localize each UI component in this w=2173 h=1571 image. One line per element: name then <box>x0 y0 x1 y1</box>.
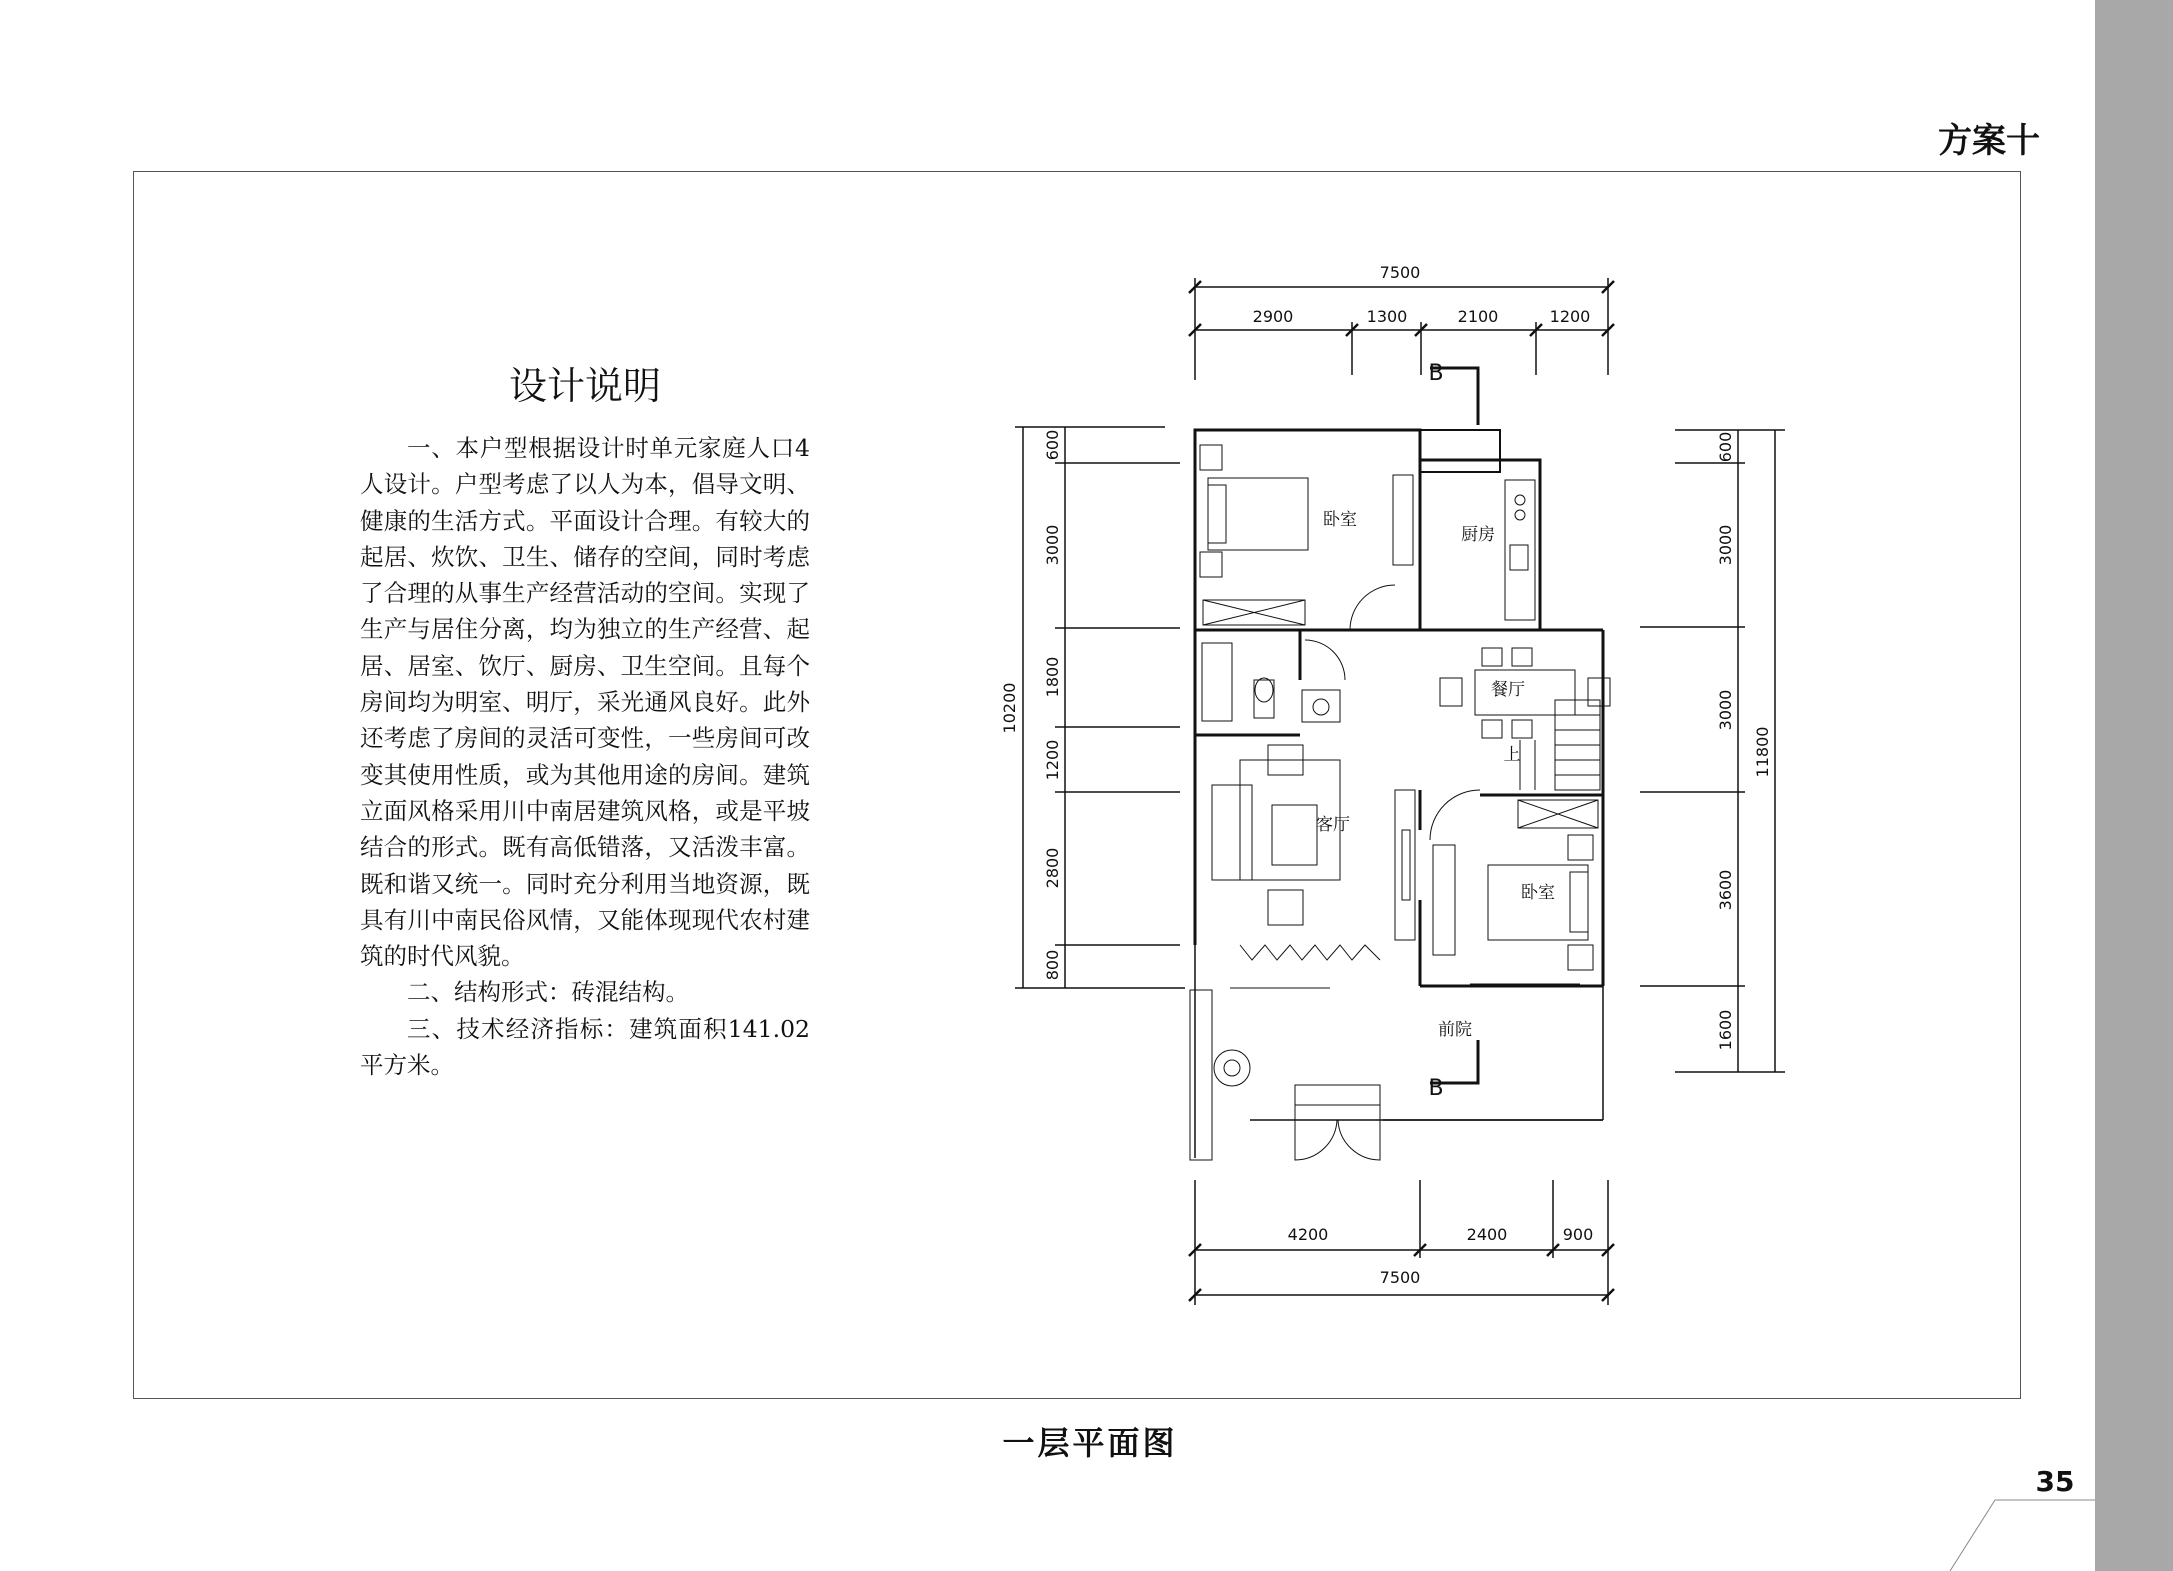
dim-left-3: 1800 <box>1043 656 1062 698</box>
scheme-label: 方案十 <box>1938 121 2040 161</box>
dim-left-4: 1200 <box>1043 739 1062 781</box>
dim-top-total: 7500 <box>1379 263 1421 282</box>
dim-right-total: 11800 <box>1753 726 1772 778</box>
dim-left-1: 600 <box>1043 429 1062 461</box>
room-kitchen: 厨房 <box>1461 525 1495 545</box>
dim-bottom-3: 900 <box>1562 1225 1594 1244</box>
dim-left-total: 10200 <box>1000 682 1019 734</box>
dim-top-3: 2100 <box>1457 307 1499 326</box>
section-mark-bottom: B <box>1428 1076 1444 1101</box>
section-mark-top: B <box>1428 361 1444 386</box>
dim-left-5: 2800 <box>1043 847 1062 889</box>
dim-left-2: 3000 <box>1043 524 1062 566</box>
description-paragraph-1: 一、本户型根据设计时单元家庭人口4人设计。户型考虑了以人为本，倡导文明、健康的生活方式。平面设计合理。有较大的起居、炊饮、卫生、储存的空间，同时考虑了合理的从事生产经营活动的空间。实现了生产与居住分离，均为独立的生产经营、起居、居室、饮厅、厨房、卫生空间。且每个房间均为明室、明厅，采光通风良好。此外还考虑了房间的灵活可变性，一些房间可改变其使用性质，或为其他用途的房间。建筑立面风格采用川中南居建筑风格，或是平坡结合的形式。既有高低错落，又活泼丰富。既和谐又统一。同时充分利用当地资源，既具有川中南民俗风情，又能体现现代农村建筑的时代风貌。 <box>360 434 810 971</box>
dim-top-1: 2900 <box>1252 307 1294 326</box>
plan-title: 一层平面图 <box>1002 1424 1178 1462</box>
dim-right-1: 600 <box>1716 431 1735 463</box>
dim-bottom-total: 7500 <box>1379 1268 1421 1287</box>
page-number: 35 <box>2035 1465 2075 1498</box>
dim-left-6: 800 <box>1043 949 1062 981</box>
description-paragraph-2: 二、结构形式：砖混结构。 <box>407 978 689 1007</box>
dim-top-4: 1200 <box>1549 307 1591 326</box>
room-living: 客厅 <box>1316 815 1350 835</box>
room-dining: 餐厅 <box>1491 680 1525 700</box>
dim-right-4: 3600 <box>1716 869 1735 911</box>
stair-up-label: 上 <box>1503 745 1521 765</box>
room-bedroom-1: 卧室 <box>1323 510 1357 530</box>
dim-right-2: 3000 <box>1716 524 1735 566</box>
dim-bottom-1: 4200 <box>1287 1225 1329 1244</box>
dim-right-3: 3000 <box>1716 689 1735 731</box>
room-yard: 前院 <box>1438 1020 1472 1040</box>
description-heading: 设计说明 <box>508 364 661 408</box>
dim-bottom-2: 2400 <box>1466 1225 1508 1244</box>
description-paragraph-3: 三、技术经济指标：建筑面积141.02平方米。 <box>360 1014 810 1080</box>
room-bedroom-2: 卧室 <box>1521 883 1555 903</box>
dim-top-2: 1300 <box>1366 307 1408 326</box>
dim-right-5: 1600 <box>1716 1009 1735 1051</box>
